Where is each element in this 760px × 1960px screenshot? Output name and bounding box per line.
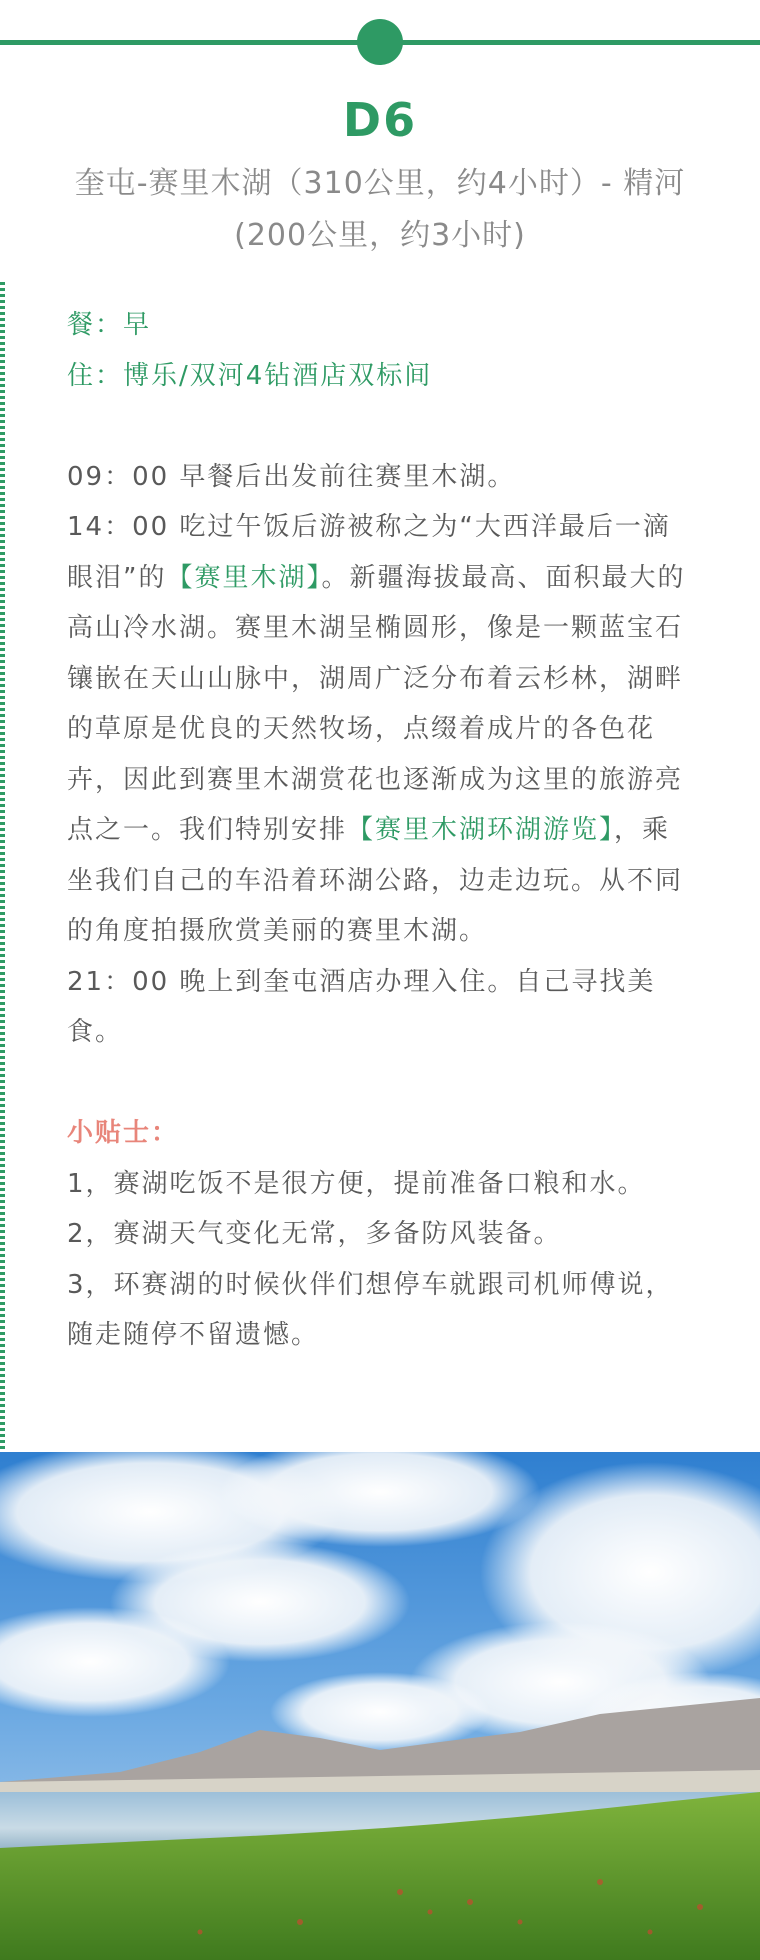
itinerary-content (67, 300, 697, 1361)
spacer (67, 1058, 697, 1109)
sayram-lake-photo (0, 1452, 760, 1960)
stay-info: 住：博乐/双河4钻酒店双标间 (67, 360, 433, 391)
top-divider-dot (357, 19, 403, 65)
tip-item: 3，环赛湖的时候伙伴们想停车就跟司机师傅说，随走随停不留遗憾。 (67, 1269, 674, 1350)
schedule-text: ，乘坐我们自己的车沿着环湖公路，边走边玩。从不同的角度拍摄欣赏美丽的赛里木湖。 (67, 815, 684, 946)
tip-item: 1，赛湖吃饭不是很方便，提前准备口粮和水。 (67, 1168, 646, 1199)
schedule-item-0900: 09：00 早餐后出发前往赛里木湖。 (67, 461, 516, 492)
schedule-text: 。新疆海拔最高、面积最大的高山冷水湖。赛里木湖呈椭圆形，像是一颗蓝宝石镶嵌在天山山脉中，湖周广泛分布着云杉林，湖畔的草原是优良的天然牧场，点缀着成片的各色花卉，因此到赛里木湖赏花也逐渐成为这里的旅游亮点之一。我们特别安排 (67, 562, 686, 845)
meal-info: 餐：早 (67, 310, 152, 340)
highlight-sayram-lake: 【赛里木湖】 (166, 562, 322, 593)
highlight-lake-tour: 【赛里木湖环湖游览】 (347, 815, 615, 845)
day-title: D6 (342, 93, 418, 147)
schedule-item-2100: 21：00 晚上到奎屯酒店办理入住。自己寻找美食。 (67, 966, 656, 1047)
tip-item: 2，赛湖天气变化无常，多备防风装备。 (67, 1219, 562, 1249)
tips-title: 小贴士： (67, 1118, 180, 1148)
route-subtitle: 奎屯-赛里木湖（310公里，约4小时）- 精河(200公里，约3小时) (74, 166, 686, 253)
dotted-side-border (0, 282, 5, 1452)
spacer (67, 401, 697, 452)
schedule-item-1400 (67, 502, 697, 957)
lake-landscape-illustration (0, 1452, 760, 1960)
schedule-text: 14：00 吃过午饭后游被称之为“大西洋最后一滴眼泪”的 (67, 512, 671, 593)
